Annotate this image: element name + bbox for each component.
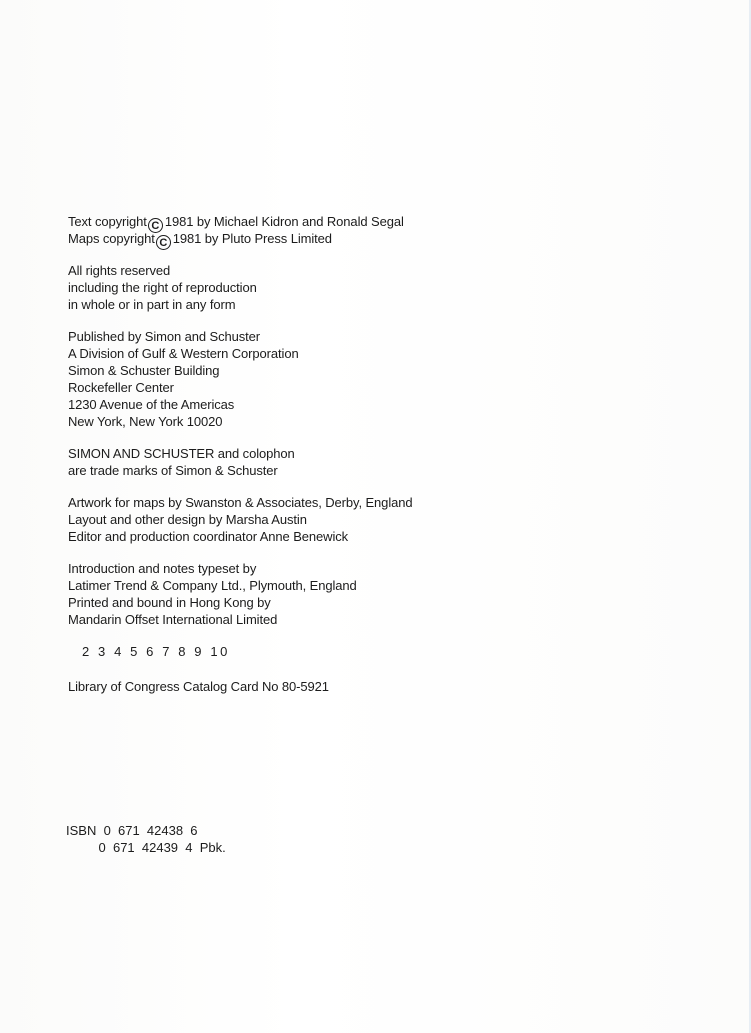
colophon-text	[68, 213, 668, 695]
trademark-block	[68, 445, 668, 479]
publisher-line: 1230 Avenue of the Americas	[68, 397, 235, 412]
publisher-line: New York, New York 10020	[68, 414, 223, 429]
publisher-line: Simon & Schuster Building	[68, 363, 220, 378]
maps-copyright-prefix: Maps copyright	[68, 231, 155, 246]
publisher-line: Published by Simon and Schuster	[68, 329, 261, 344]
credits-block	[68, 494, 668, 545]
trademark-line: are trade marks of Simon & Schuster	[68, 463, 278, 478]
trademark-line: SIMON AND SCHUSTER and colophon	[68, 446, 295, 461]
printing-block	[68, 560, 668, 628]
credit-line: Layout and other design by Marsha Austin	[68, 512, 307, 527]
catalog-card-number: Library of Congress Catalog Card No 80-5921	[68, 679, 329, 694]
text-copyright-line	[68, 213, 668, 230]
credit-line: Editor and production coordinator Anne Benewick	[68, 529, 349, 544]
publisher-line: A Division of Gulf & Western Corporation	[68, 346, 299, 361]
text-copyright-prefix: Text copyright	[68, 214, 147, 229]
rights-block	[68, 262, 668, 313]
rights-line: in whole or in part in any form	[68, 297, 236, 312]
printing-line: Introduction and notes typeset by	[68, 561, 257, 576]
publisher-line: Rockefeller Center	[68, 380, 174, 395]
printing-line: Latimer Trend & Company Ltd., Plymouth, England	[68, 578, 357, 593]
publisher-block	[68, 328, 668, 430]
copyright-symbol-icon: C	[148, 218, 163, 233]
printing-line: Printed and bound in Hong Kong by	[68, 595, 271, 610]
maps-copyright-line	[68, 230, 668, 247]
rights-line: All rights reserved	[68, 263, 171, 278]
maps-copyright-suffix: 1981 by Pluto Press Limited	[172, 231, 332, 246]
copyright-symbol-icon: C	[156, 235, 171, 250]
print-run-numbers: 2 3 4 5 6 7 8 9 10	[82, 644, 230, 659]
copyright-block	[68, 213, 668, 247]
isbn-line: ISBN 0 671 42438 6	[66, 823, 198, 838]
rights-line: including the right of reproduction	[68, 280, 257, 295]
printing-line: Mandarin Offset International Limited	[68, 612, 278, 627]
text-copyright-suffix: 1981 by Michael Kidron and Ronald Segal	[164, 214, 404, 229]
isbn-line: 0 671 42439 4 Pbk.	[66, 840, 226, 855]
credit-line: Artwork for maps by Swanston & Associates, Derby, England	[68, 495, 413, 510]
isbn-block	[66, 822, 226, 856]
